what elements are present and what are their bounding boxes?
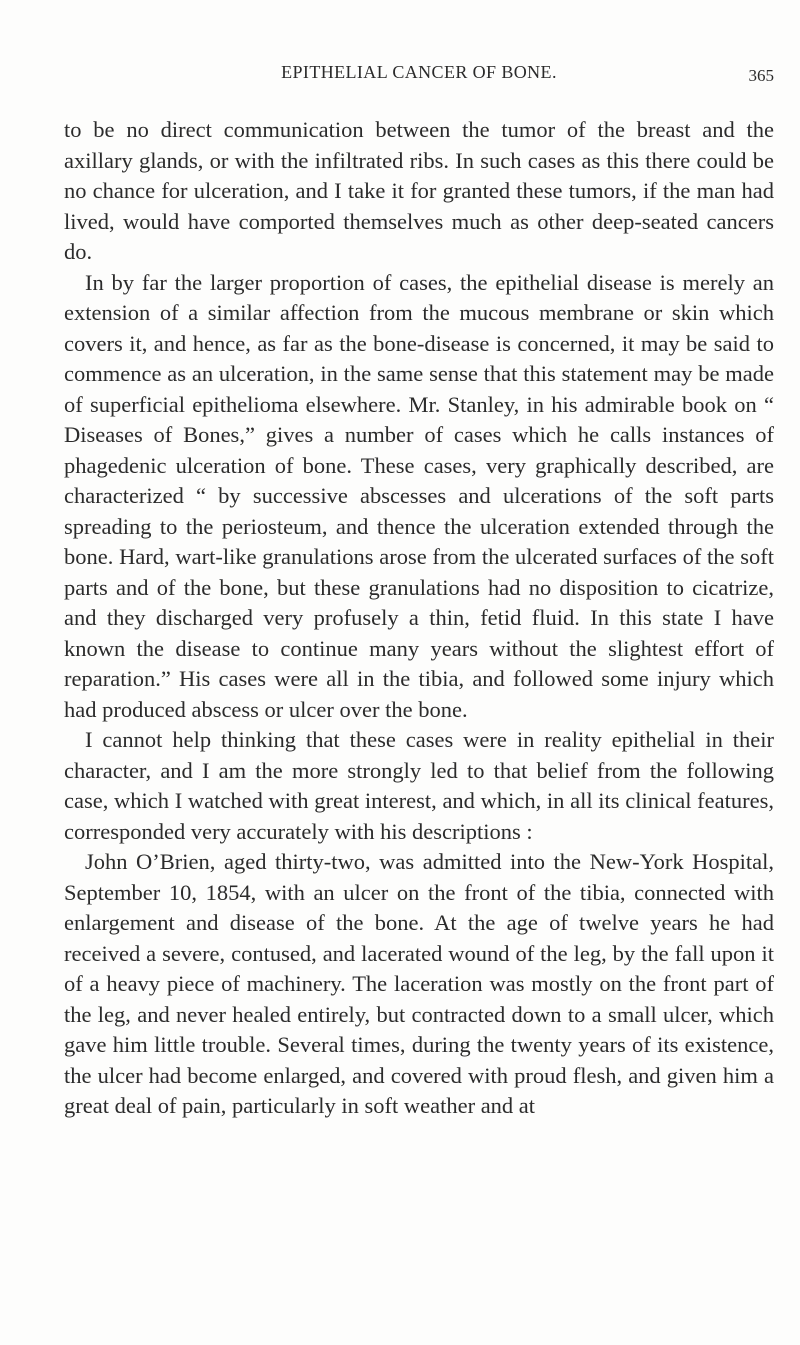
- paragraph-opinion: I cannot help thinking that these cases were in reality epithelial in their character, and I am the more strongly led to that belief from the following case, which I watched with great interest, and which, in all its clinical features, corresponded very accurately with his descriptions :: [64, 727, 774, 844]
- paragraph-case-report: John O’Brien, aged thirty-two, was admitted into the New-York Hospital, September 10, 1854, with an ulcer on the front of the tibia, connected with enlargement and disease of the bone. At the age of twelve years he had received a severe, contused, and lacerated wound of the leg, by the fall upon it of a heavy piece of machinery. The laceration was mostly on the front part of the leg, and never healed entirely, but contracted down to a small ulcer, which gave him little trouble. Several times, during the twenty years of its existence, the ulcer had become enlarged, and covered with proud flesh, and given him a great deal of pain, particularly in soft weather and at: [64, 849, 774, 1118]
- page-number: 365: [748, 66, 774, 85]
- page-header: [64, 62, 774, 92]
- paragraph-stanley: In by far the larger proportion of cases, the epithelial disease is merely an extension of a similar affection from the mucous membrane or skin which covers it, and hence, as far as the bone-disease is concerned, it may be said to commence as an ulceration, in the same sense that this statement may be made of superficial epithelioma elsewhere. Mr. Stanley, in his admirable book on “ Diseases of Bones,” gives a number of cases which he calls instances of phagedenic ulceration of bone. These cases, very graphically described, are characterized “ by successive abscesses and ulcerations of the soft parts spreading to the periosteum, and thence the ulceration extended through the bone. Hard, wart-like granulations arose from the ulcerated surfaces of the soft parts and of the bone, but these granulations had no disposition to cicatrize, and they discharged very profusely a thin, fetid fluid. In this state I have known the disease to continue many years without the slightest effort of reparation.” His cases were all in the tibia, and followed some injury which had produced abscess or ulcer over the bone.: [64, 269, 774, 722]
- paragraph-continued: to be no direct communication between the tumor of the breast and the axillary glands, or with the infiltrated ribs. In such cases as this there could be no chance for ulceration, and I take it for granted these tumors, if the man had lived, would have comported themselves much as other deep-seated cancers do.: [64, 117, 774, 264]
- body-text: [64, 115, 774, 1122]
- running-head: EPITHELIAL CANCER OF BONE.: [281, 62, 557, 82]
